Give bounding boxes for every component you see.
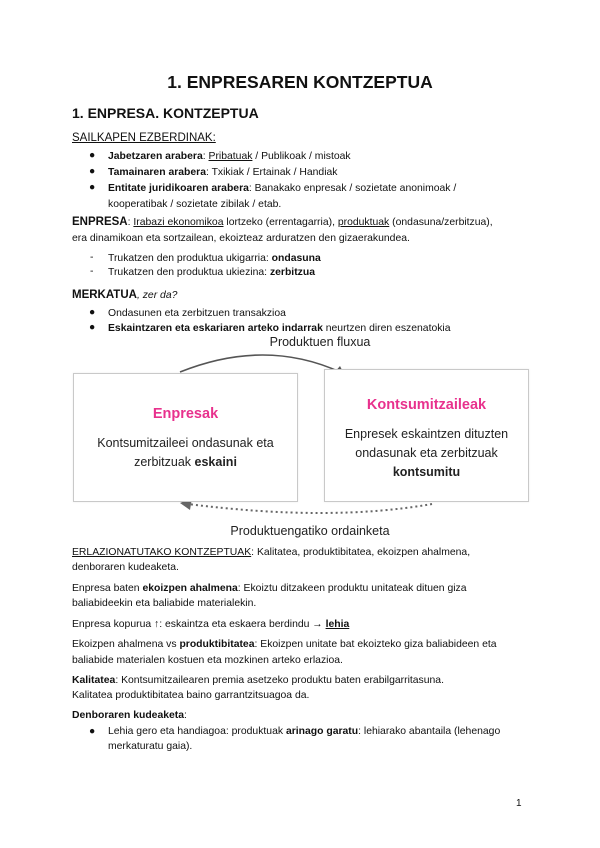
kalitatea-paragraph: Kalitatea: Kontsumitzailearen premia asetzeko produktu baten erabilgarritasuna. (72, 675, 444, 686)
bullet: ● (89, 322, 96, 333)
kalitatea-continuation: Kalitatea produktibitatea baino garrantzitsuagoa da. (72, 690, 310, 701)
enpresa-definition-continuation: era dinamikoan eta sortzailean, ekoizteaz arduratzen den gizaerakundea. (72, 233, 410, 244)
denbora-heading: Denboraren kudeaketa: (72, 710, 187, 721)
kontsumitzaileak-box (324, 369, 529, 502)
kontsumitzaileak-title: Kontsumitzaileak (366, 397, 487, 413)
merkatua-item: Ondasunen eta zerbitzuen transakzioa (108, 308, 286, 319)
ahalmena-paragraph: Enpresa baten ekoizpen ahalmena: Ekoiztu ditzakeen produktu unitateak dituen giza (72, 583, 467, 594)
produktibitatea-paragraph: Ekoizpen ahalmena vs produktibitatea: Ekoizpen unitate bat ekoizteko giza baliabideen eta (72, 639, 497, 650)
ahalmena-continuation: baliabideekin eta baliabide materialekin. (72, 598, 257, 609)
dash-marker: - (90, 266, 94, 277)
erlazionatutako-paragraph: ERLAZIONATUTAKO KONTZEPTUAK: Kalitatea, produktibitatea, ekoizpen ahalmena, (72, 547, 471, 558)
enpresa-item: Trukatzen den produktua ukiezina: zerbitzua (108, 267, 315, 278)
bullet: ● (89, 182, 96, 193)
page-title: 1. ENPRESAREN KONTZEPTUA (167, 72, 433, 92)
denbora-item: Lehia gero eta handiagoa: produktuak arinago garatu: lehiarako abantaila (lehenago merkaturatu gaia). (108, 726, 501, 752)
bullet: ● (89, 150, 96, 161)
sailkapen-heading: SAILKAPEN EZBERDINAK: (72, 132, 216, 144)
bullet: ● (89, 726, 96, 737)
sailkapen-item-continuation: kooperatibak / sozietate zibilak / etab. (108, 199, 282, 210)
bullet: ● (89, 307, 96, 318)
page-number: 1 (516, 798, 522, 809)
section-heading: 1. ENPRESA. KONTZEPTUA (72, 105, 259, 121)
kontsumitzaileak-text: Enpresek eskaintzen dituzten ondasunak eta zerbitzuak kontsumitu (344, 427, 509, 479)
flow-top-label: Produktuen fluxua (269, 335, 371, 349)
merkatua-item: Eskaintzaren eta eskariaren arteko indarrak neurtzen diren eszenatokia (108, 323, 451, 334)
dash-marker: - (90, 252, 94, 263)
sailkapen-item: Jabetzaren arabera: Pribatuak / Publikoak / mistoak (108, 151, 351, 162)
top-curved-arrow (180, 355, 340, 372)
bottom-dotted-arrow (188, 504, 432, 513)
enpresak-box (73, 373, 298, 502)
produktibitatea-continuation: baliabide materialen kostuen eta mozkinen arteko erlazioa. (72, 655, 343, 666)
enpresa-item: Trukatzen den produktua ukigarria: ondasuna (108, 253, 321, 264)
merkatua-heading: MERKATUA, zer da? (72, 289, 178, 301)
enpresa-definition: ENPRESA: Irabazi ekonomikoa lortzeko (errentagarria), produktuak (ondasuna/zerbitzua), (72, 216, 493, 228)
bullet: ● (89, 166, 96, 177)
enpresak-title: Enpresak (152, 406, 219, 422)
flow-bottom-label: Produktuengatiko ordainketa (230, 524, 390, 538)
kopurua-paragraph: Enpresa kopurua ↑: eskaintza eta eskaera berdindu → lehia (72, 619, 350, 630)
sailkapen-item: Entitate juridikoaren arabera: Banakako enpresak / sozietate anonimoak / (108, 183, 457, 194)
erlazionatutako-continuation: denboraren kudeaketa. (72, 562, 179, 573)
sailkapen-item: Tamainaren arabera: Txikiak / Ertainak / Handiak (108, 167, 338, 178)
enpresak-text: Kontsumitzaileei ondasunak eta zerbitzuak eskaini (97, 436, 274, 469)
